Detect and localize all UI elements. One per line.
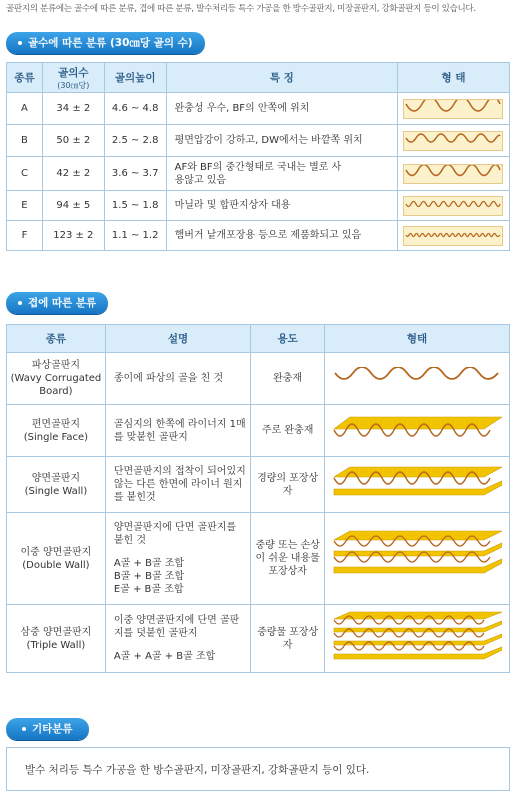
cell-shape (397, 157, 509, 191)
cell-feature: AF와 BF의 중간형태로 국내는 별로 사용않고 있음 (166, 157, 397, 191)
flute-e-image (403, 196, 503, 216)
desc-text: 종이에 파상의 골을 친 것 (113, 373, 224, 384)
cell-feature: 완충성 우수, BF의 안쪽에 위치 (166, 93, 397, 125)
cell-shape (397, 125, 509, 157)
cell-height: 4.6 ~ 4.8 (104, 93, 166, 125)
double-wall-image (332, 527, 502, 587)
cell-use: 중량물 포장상자 (251, 605, 325, 673)
cell-use: 주로 완충재 (251, 405, 325, 457)
cell-shape (325, 457, 510, 513)
header-desc: 설명 (105, 325, 250, 353)
cell-shape (325, 353, 510, 405)
flute-f-image (403, 226, 503, 246)
cell-type: C (7, 157, 43, 191)
cell-type: A (7, 93, 43, 125)
header-type: 종류 (7, 325, 106, 353)
cell-height: 1.1 ~ 1.2 (104, 221, 166, 251)
cell-desc (105, 405, 250, 457)
cell-shape (397, 93, 509, 125)
type-en: (Single Face) (23, 431, 89, 443)
section-title-other-label: 기타분류 (32, 723, 73, 735)
flute-c-image (403, 164, 503, 184)
cell-count: 123 ± 2 (42, 221, 104, 251)
cell-count: 34 ± 2 (42, 93, 104, 125)
single-face-image (332, 413, 502, 445)
table-row (7, 191, 510, 221)
header-type: 종류 (7, 63, 43, 93)
cell-shape (325, 513, 510, 605)
cell-feature: 평면압강이 강하고, DW에서는 바깥쪽 위치 (166, 125, 397, 157)
intro-text: 골판지의 분류에는 골수에 따른 분류, 겹에 따른 분류, 발수처리등 특수 가공을 한 방수골판지, 미장골판지, 강화골판지 등이 있습니다. (6, 4, 476, 14)
header-shape: 형 태 (397, 63, 509, 93)
table-row (7, 457, 510, 513)
table-row (7, 221, 510, 251)
type-ko: 파상골판지 (31, 360, 81, 371)
cell-shape (325, 405, 510, 457)
header-shape: 형태 (325, 325, 510, 353)
cell-use: 완충재 (251, 353, 325, 405)
section-title-layer (6, 292, 108, 314)
header-count (42, 63, 104, 93)
cell-shape (397, 191, 509, 221)
table-row (7, 605, 510, 673)
type-ko: 삼중 양면골판지 (20, 626, 92, 638)
cell-count: 94 ± 5 (42, 191, 104, 221)
cell-desc (105, 513, 250, 605)
type-en: (Single Wall) (24, 485, 88, 497)
desc-text: 이중 양면골판지에 단면 골판지를 덧붙힌 골판지 (113, 615, 240, 639)
cell-type: B (7, 125, 43, 157)
desc-combo: A골 + A골 + B골 조합 (113, 651, 216, 662)
cell-type (7, 457, 106, 513)
type-ko: 편면골판지 (31, 418, 81, 430)
cell-type: E (7, 191, 43, 221)
type-ko: 이중 양면골판지 (20, 546, 92, 558)
bullet-icon (22, 727, 26, 731)
type-ko: 양면골판지 (31, 472, 81, 484)
single-wall-image (332, 463, 502, 503)
table-row (7, 513, 510, 605)
cell-desc (105, 457, 250, 513)
bullet-icon (18, 41, 22, 45)
type-en: (Wavy Corrugated Board) (10, 373, 102, 397)
cell-desc (105, 605, 250, 673)
table-row (7, 353, 510, 405)
header-count-label: 골의수 (58, 66, 89, 79)
cell-height: 1.5 ~ 1.8 (104, 191, 166, 221)
cell-count: 50 ± 2 (42, 125, 104, 157)
cell-use: 경량의 포장상자 (251, 457, 325, 513)
table-row (7, 93, 510, 125)
table-row (7, 157, 510, 191)
section-title-other (6, 718, 89, 740)
cell-feature: 마닐라 및 합판지상자 대용 (166, 191, 397, 221)
section-title-flute-label: 골수에 따른 분류 (30㎝당 골의 수) (28, 37, 193, 49)
desc-text: 양면골판지에 단면 골판지를 붙힌 것 (113, 522, 237, 546)
section-title-layer-label: 겹에 따른 분류 (28, 297, 97, 309)
other-text-box (6, 747, 510, 791)
cell-desc (105, 353, 250, 405)
flute-table (6, 62, 510, 251)
type-en: (Double Wall) (22, 559, 90, 571)
layer-table (6, 324, 510, 673)
flute-b-image (403, 131, 503, 151)
cell-count: 42 ± 2 (42, 157, 104, 191)
section-title-flute (6, 32, 205, 54)
cell-height: 3.6 ~ 3.7 (104, 157, 166, 191)
header-use: 용도 (251, 325, 325, 353)
desc-text: 단면골판지의 접착이 되어있지 않는 다른 한면에 라이너 원지를 붙힌것 (113, 466, 246, 503)
cell-type: F (7, 221, 43, 251)
type-en: (Triple Wall) (26, 639, 86, 651)
header-count-sub: (30㎝당) (57, 80, 90, 90)
wavy-board-image (332, 367, 502, 387)
desc-combo: A골 + B골 조합 B골 + B골 조합 E골 + B골 조합 (113, 558, 185, 595)
desc-text: 골심지의 한쪽에 라이너지 1매를 맞붙힌 골판지 (113, 418, 246, 443)
cell-height: 2.5 ~ 2.8 (104, 125, 166, 157)
header-height: 골의높이 (104, 63, 166, 93)
cell-use: 중량 또는 손상이 쉬운 내용물 포장상자 (251, 513, 325, 605)
cell-type (7, 405, 106, 457)
triple-wall-image (332, 609, 502, 665)
cell-feature: 햄버거 낱개포장용 등으로 제품화되고 있음 (166, 221, 397, 251)
cell-type (7, 353, 106, 405)
table-row (7, 125, 510, 157)
header-feature: 특 징 (166, 63, 397, 93)
table-row (7, 405, 510, 457)
bullet-icon (18, 301, 22, 305)
cell-type (7, 513, 106, 605)
cell-shape (325, 605, 510, 673)
cell-shape (397, 221, 509, 251)
flute-a-image (403, 99, 503, 119)
other-text: 발수 처리등 특수 가공을 한 방수골판지, 미장골판지, 강화골판지 등이 있다. (25, 764, 370, 776)
cell-type (7, 605, 106, 673)
